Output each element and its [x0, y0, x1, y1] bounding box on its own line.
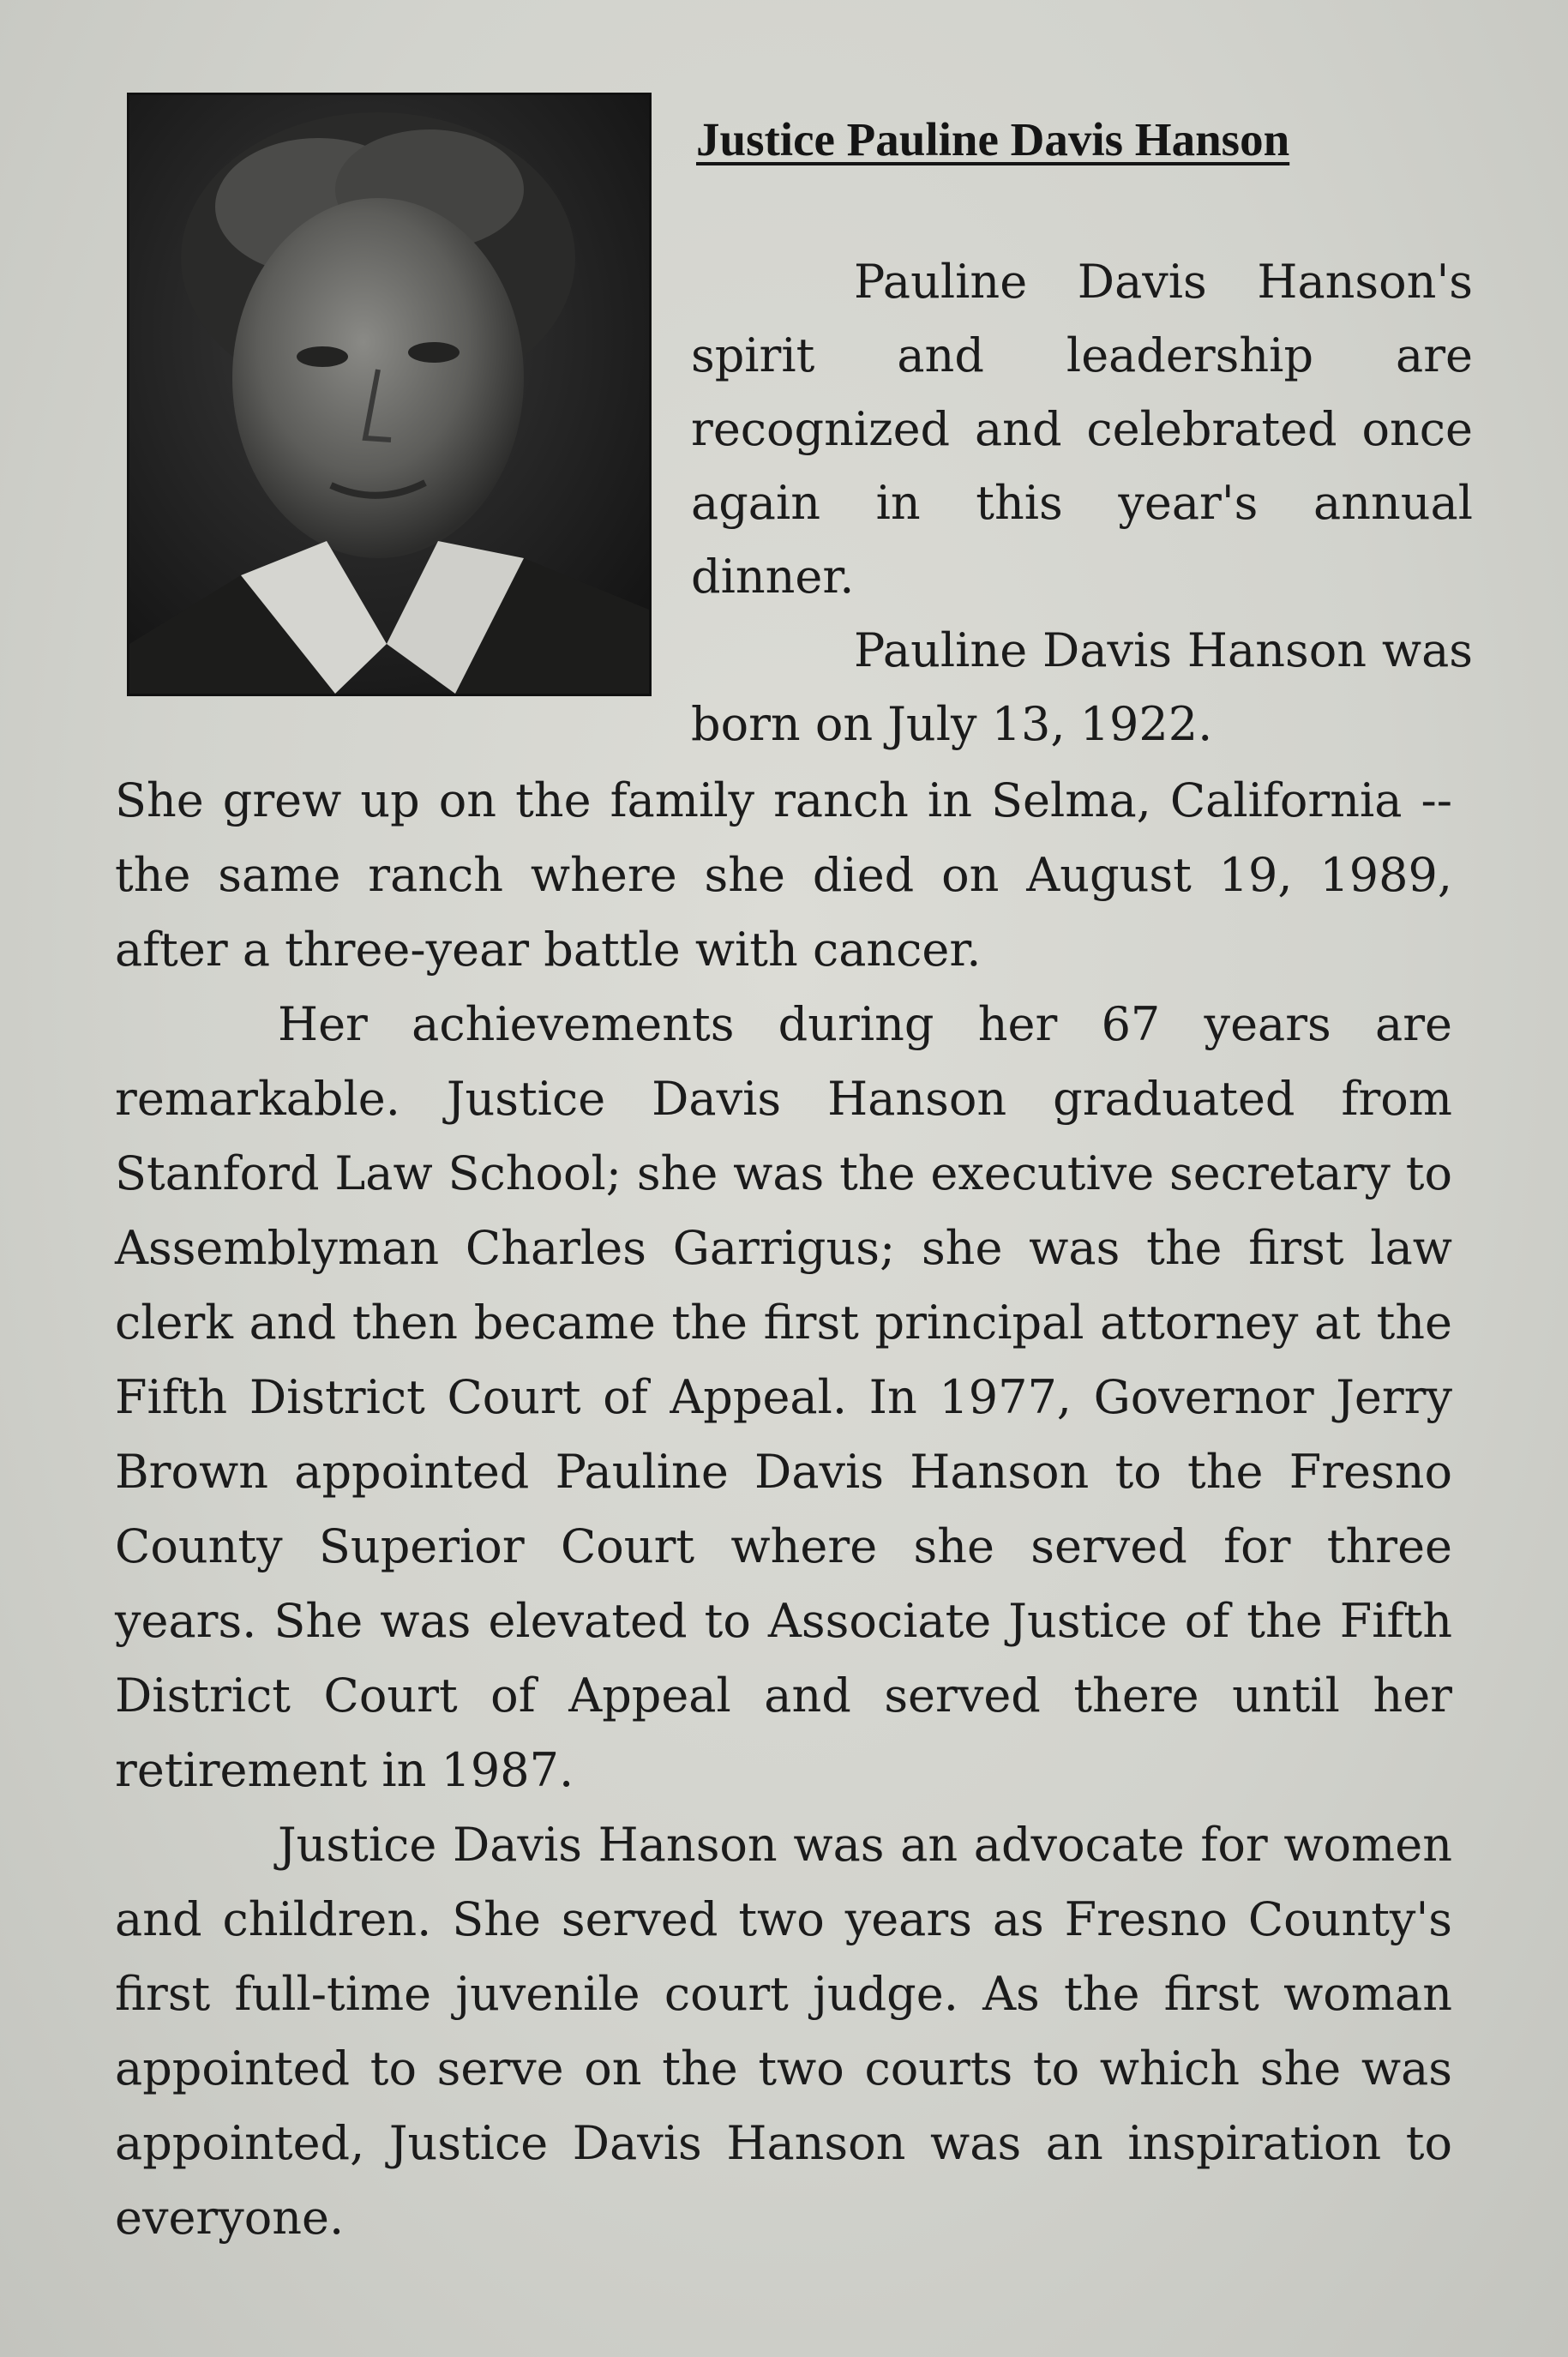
paragraph-birth-continued: She grew up on the family ranch in Selma, California -- the same ranch where she died on August 19, 1989, after a three-year battle with cancer. [115, 773, 1452, 977]
portrait-photo-icon [127, 93, 652, 696]
intro-column [691, 245, 1473, 761]
paragraph-advocacy: Justice Davis Hanson was an advocate for women and children. She served two years as Fresno County's first full-time juvenile court judge. As the first woman appointed to serve on the two courts to which she was appointed, Justice Davis Hanson was an inspiration to everyone. [115, 1818, 1452, 2245]
paragraph-achievements: Her achievements during her 67 years are remarkable. Justice Davis Hanson graduated from Stanford Law School; she was the executive secretary to Assemblyman Charles Garrigus; she was the first law clerk and then became the first principal attorney at the Fifth District Court of Appeal. In 1977, Governor Jerry Brown appointed Pauline Davis Hanson to the Fresno County Superior Court where she served for three years. She was elevated to Associate Justice of the Fifth District Court of Appeal and served there until her retirement in 1987. [115, 997, 1452, 1797]
paragraph-birth: Pauline Davis Hanson was born on July 13, 1922. [691, 623, 1473, 751]
paragraph-intro: Pauline Davis Hanson's spirit and leadership are recognized and celebrated once again in this year's annual dinner. [691, 255, 1473, 604]
body-text [115, 763, 1452, 2255]
page-title: Justice Pauline Davis Hanson [696, 113, 1290, 165]
